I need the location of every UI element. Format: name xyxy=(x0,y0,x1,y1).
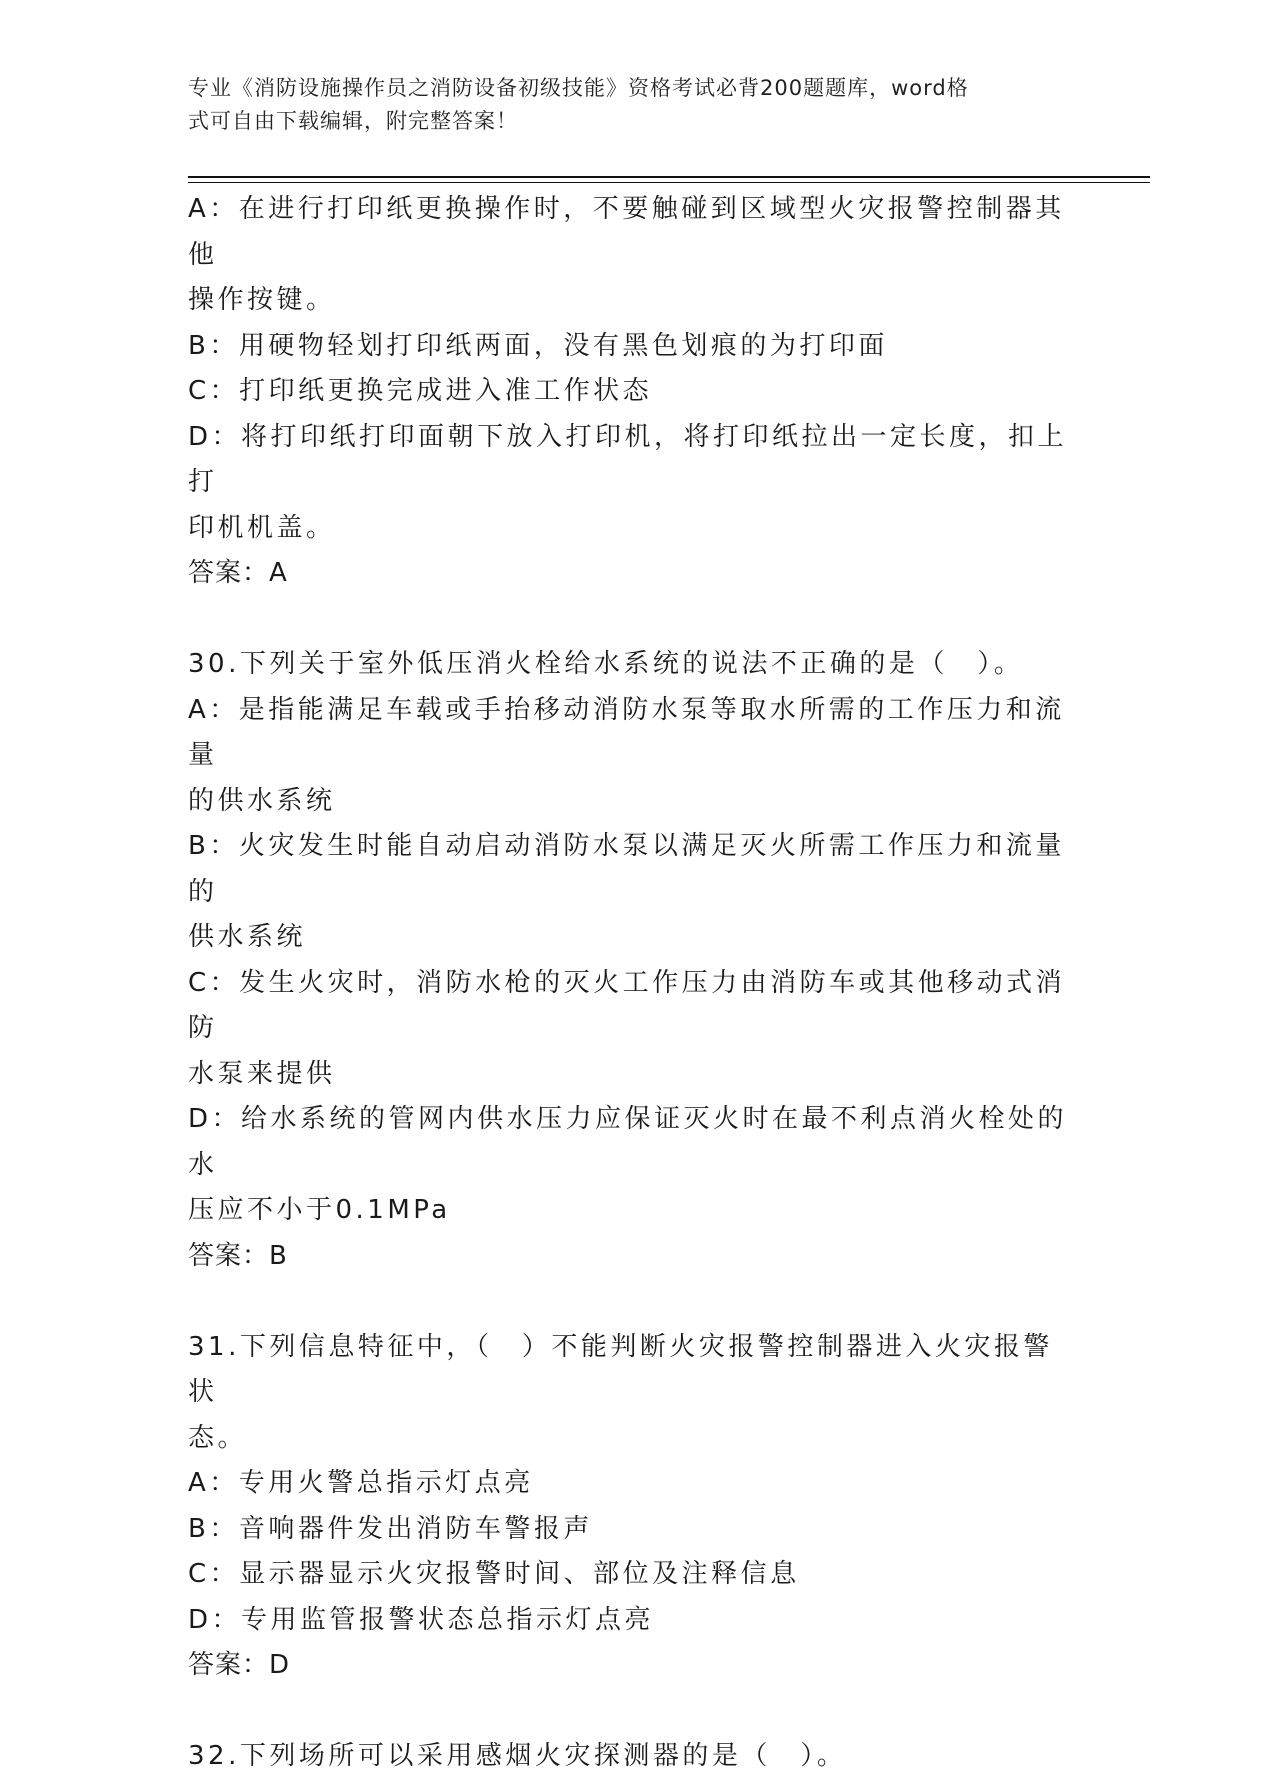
answer: 答案：D xyxy=(188,1650,291,1680)
option-b-line-1: B：火灾发生时能自动启动消防水泵以满足灭火所需工作压力和流量的 xyxy=(188,831,1065,907)
option-c: C：打印纸更换完成进入准工作状态 xyxy=(188,376,653,406)
option-d-line-2: 印机机盖。 xyxy=(188,512,336,543)
option-d: D：专用监管报警状态总指示灯点亮 xyxy=(188,1604,655,1635)
option-b: B：音响器件发出消防车警报声 xyxy=(188,1513,593,1544)
spacer xyxy=(188,1279,1078,1325)
option-c-line-1: C：发生火灾时，消防水枪的灭火工作压力由消防车或其他移动式消防 xyxy=(188,967,1066,1043)
option-a-line-2: 操作按键。 xyxy=(188,285,336,315)
question-stem: 32.下列场所可以采用感烟火灾探测器的是（ ）。 xyxy=(188,1741,847,1771)
question-stem: 30.下列关于室外低压消火栓给水系统的说法不正确的是（ ）。 xyxy=(188,649,1024,679)
option-d-line-1: D：将打印纸打印面朝下放入打印机，将打印纸拉出一定长度，扣上打 xyxy=(188,421,1068,497)
question-29 xyxy=(188,187,1078,597)
question-31 xyxy=(188,1325,1078,1689)
option-a: A：专用火警总指示灯点亮 xyxy=(188,1468,534,1498)
header-divider-thick xyxy=(188,176,1150,178)
answer: 答案：B xyxy=(188,1240,288,1271)
option-b: B：用硬物轻划打印纸两面，没有黑色划痕的为打印面 xyxy=(188,330,888,361)
option-a-line-1: A：在进行打印纸更换操作时，不要触碰到区域型火灾报警控制器其他 xyxy=(188,194,1065,270)
question-32 xyxy=(188,1734,1078,1780)
option-c: C：显示器显示火灾报警时间、部位及注释信息 xyxy=(188,1559,800,1589)
document-header xyxy=(188,72,1088,138)
answer: 答案：A xyxy=(188,558,288,588)
question-stem-line-2: 态。 xyxy=(188,1422,248,1453)
option-a-line-1: A：是指能满足车载或手抬移动消防水泵等取水所需的工作压力和流量 xyxy=(188,694,1065,770)
option-d-line-1: D：给水系统的管网内供水压力应保证灭火时在最不利点消火栓处的水 xyxy=(188,1104,1068,1180)
header-line-1: 专业《消防设施操作员之消防设备初级技能》资格考试必背200题题库，word格 xyxy=(188,76,969,100)
question-stem-line-1: 31.下列信息特征中，（ ）不能判断火灾报警控制器进入火灾报警状 xyxy=(188,1331,1053,1407)
option-c-line-2: 水泵来提供 xyxy=(188,1058,336,1089)
question-30 xyxy=(188,642,1078,1279)
spacer xyxy=(188,1689,1078,1735)
spacer xyxy=(188,597,1078,643)
question-content xyxy=(188,187,1078,1780)
option-d-line-2: 压应不小于0.1MPa xyxy=(188,1195,451,1225)
option-a-line-2: 的供水系统 xyxy=(188,785,336,816)
option-b-line-2: 供水系统 xyxy=(188,922,307,952)
header-divider-thin xyxy=(188,182,1150,183)
header-line-2: 式可自由下载编辑，附完整答案！ xyxy=(188,109,518,133)
